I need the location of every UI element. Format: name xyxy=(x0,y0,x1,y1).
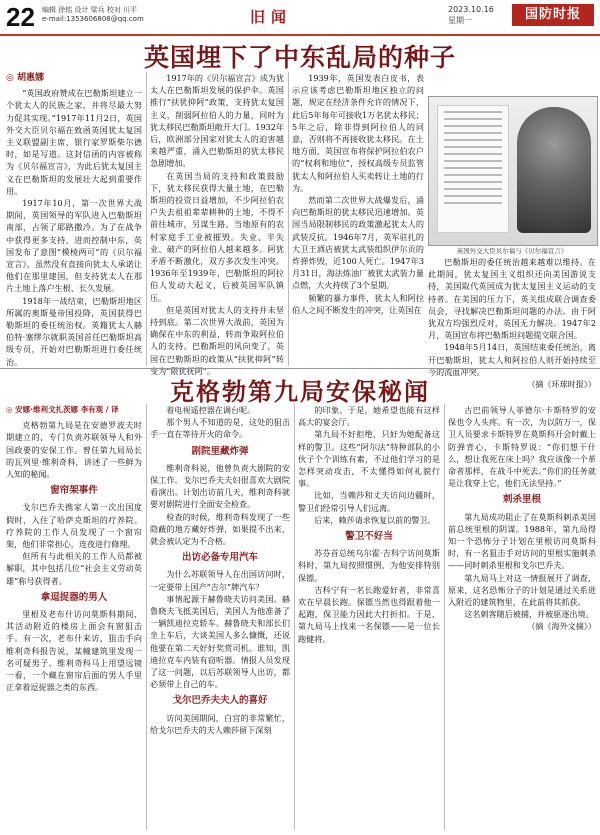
paragraph: 古巴前领导人菲德尔·卡斯特罗的安保也令人头疼。有一次，为以防万一，保卫人员要求卡斯特罗在莫斯科开会时戴上防弹背心，卡斯特罗说：“你们想干什么，想让我死在床上吗？我应该像一个革命者那样，在战斗中死去。”你们的任务就是让我穿上它，他们无法坚持。” xyxy=(448,405,596,489)
editor-email: e-mail:1353606808@qq.com xyxy=(42,15,144,23)
subheading: 警卫不好当 xyxy=(345,531,393,543)
article1-source: （摘《环球时报》） xyxy=(527,379,596,390)
paragraph: 事情起源于赫鲁晓夫访问美国。赫鲁晓夫飞抵美国后，美国人为他准备了一辆凯迪拉克轿车。赫鲁晓夫和部长们坐上车后，大谈美国人多么慷慨，还说他要在第二天好好奖赏司机。谁知，凯迪拉克车内装有窃听器。情报人员发现了这一问题，以后苏联领导人出访，都必须带上自己的车。 xyxy=(150,593,290,690)
paragraph: 着电视遥控器在调台呢。 xyxy=(166,405,256,415)
paragraph: 那个男人不知道的是，这处的狙击手一直在等待开火的命令。 xyxy=(150,417,290,440)
subheading: 刺杀里根 xyxy=(502,494,541,506)
article1-column-4 xyxy=(428,256,596,390)
issue-date xyxy=(448,4,494,26)
article2-column-3 xyxy=(298,404,440,832)
paragraph: 戈尔巴乔夫携家人第一次出国度假时，入住了哈萨克斯坦的疗养院。疗养院的工作人员发现了一个窗帘架，他们非常担心，连夜进行修理。 xyxy=(6,502,142,550)
declaration-letter-image xyxy=(437,105,509,233)
article2-source: （摘《海外文摘》） xyxy=(527,621,596,632)
article1-column-2 xyxy=(150,72,284,376)
paragraph: 检查的时候，维利奇科发现了一些隐蔽的地方藏好炸弹，如果提不出来，就会被认定为不合格。 xyxy=(150,511,290,547)
paragraph: 第九局马上对这一情报展开了调查，原来，这名恐怖分子的计划是通过关系进入附近的建筑物里，在此前将其抓获。 xyxy=(448,572,596,608)
paragraph: 在英国当局的支持和政策鼓励下，犹太移民获得大量土地，在巴勒斯坦的投资日益增加，不少阿拉伯农户失去祖祖辈辈耕种的土地，不得不前往城市，另谋生路。当地原有的农村家庭手工业被摧毁。失业、半失业、破产的阿拉伯人越来越多。阿犹矛盾不断激化，双方多次发生冲突。1936年至1939年，巴勒斯坦的阿拉伯人发动大起义，后被英国军队镇压。 xyxy=(150,170,284,303)
article2-author: ◎ 安娜·维利戈扎茨娜 李有观 / 译 xyxy=(6,405,119,414)
paragraph: 频繁的暴力事件，犹太人和阿拉伯人之间不断发生的冲突，让英国在 xyxy=(292,292,424,315)
paragraph: 后来，赖莎请求恢复以前的警卫。 xyxy=(314,514,436,525)
column-divider xyxy=(294,404,295,830)
column-divider xyxy=(444,404,445,830)
article1-column-3 xyxy=(292,72,424,368)
section-title: 旧闻 xyxy=(250,8,293,26)
paragraph: 1939年，英国发表白皮书，表示应该考虑巴勒斯坦地区独立的问题，规定在经济条件允许的情况下，此后5年每年可接收1万名犹太移民；5年之后，除非得到阿拉伯人的同意，否则将不再接收犹太移民。在土地方面，英国宣布将保护阿拉伯农户的“权利和地位”，授权高级专员监管犹太人和阿拉伯人买卖转让土地的行为。 xyxy=(292,73,424,193)
page-header xyxy=(0,0,600,36)
article2-column-1 xyxy=(6,404,142,832)
article1-headline: 英国埋下了中东乱局的种子 xyxy=(143,43,456,72)
column-divider xyxy=(146,404,147,830)
paragraph: 第九局不好拒绝，只好为她配备这样的警卫。这些“阿尔法”特种部队的小伙子个个训练有素，不过他们学习的是怎样突动攻击，不太懂得如何礼貌行事。 xyxy=(298,429,440,489)
paragraph: 第九局成功阻止了在莫斯科刺杀美国前总统里根的阴谋。1988年，第九局得知一个恐怖分子计划在里根访问莫斯科时，有一名狙击手对访问的里根实施刺杀——同时刺杀里根和戈尔巴乔夫。 xyxy=(448,511,596,571)
column-divider xyxy=(288,72,289,366)
paragraph: 吉科宁有一名长跑爱好者，非常喜欢在早晨长跑。保镖当然也得跟着他一起跑，保卫能力因此大打折扣。于是，第九局马上找来一名保镖——是一位长跑健将。 xyxy=(298,584,440,644)
weekday-text: 星期一 xyxy=(448,16,472,25)
subheading: 戈尔巴乔夫夫人的喜好 xyxy=(172,695,268,707)
paragraph: 这名刺客随后被捕，并被驱逐出境。 xyxy=(464,609,594,620)
photo-caption: 英国外交大臣贝尔福与《贝尔福宣言》 xyxy=(456,247,568,255)
balfour-portrait xyxy=(517,107,591,233)
editor-info xyxy=(42,6,144,24)
paragraph: 为什么苏联领导人在出国访问时，一定要带上国产“吉尔”牌汽车？ xyxy=(150,569,290,592)
date-text: 2023.10.16 xyxy=(448,5,494,14)
paragraph: 的印象。于是，她希望也能有这样高大的宴会厅。 xyxy=(298,405,440,428)
article1-column-1 xyxy=(6,72,142,368)
article2-column-2 xyxy=(150,404,290,832)
subheading: 窗帘架事件 xyxy=(50,485,98,497)
subheading: 拿逗捉器的男人 xyxy=(40,591,108,603)
newspaper-logo: 国防时报 xyxy=(512,4,594,26)
subheading: 出访必备专用汽车 xyxy=(181,552,258,564)
article-divider xyxy=(0,368,600,369)
page-number: 22 xyxy=(6,2,35,32)
balfour-photo xyxy=(428,96,598,246)
paragraph: 里根及老布什访问莫斯科期间，其活动附近的楼房上面会有窗狙击手。有一次，老布什来访，狙击手向维利奇科报告说，某幢建筑里发现一名可疑男子。维利奇科马上用望远镜一看，一个藏在窗帘后面的男人手里正拿着逗捉器之类的东西。 xyxy=(6,609,142,693)
paragraph: 克格勃第九局是在安德罗波夫时期建立的，专门负责苏联领导人和外国政要的安保工作。曾任第九局局长的瓦列里·维利奇科，讲述了一些鲜为人知的秘闻。 xyxy=(6,420,142,480)
paragraph: “英国政府赞成在巴勒斯坦建立一个犹太人的民族之家，并将尽最大努力促其实现。”1917年11月2日，英国外交大臣贝尔福在致函英国犹太复国主义联盟副主席、银行家罗斯柴尔德时，如是写道。这封信函的内容被称为《贝尔福宣言》，为此后犹太复国主义在巴勒斯坦的发展壮大起到重要作用。 xyxy=(6,88,142,196)
paragraph: 1918年一战结束，巴勒斯坦地区所属的奥斯曼帝国投降，英国获得巴勒斯坦的委任统治权。英籍犹太人赫伯特·塞缪尔就职英国首任巴勒斯坦高级专员，开始对巴勒斯坦进行委任统治。 xyxy=(6,295,142,367)
paragraph: 1917年的《贝尔福宣言》成为犹太人在巴勒斯坦发展的保护伞。英国推行“扶犹抑阿”政策，支持犹太复国主义，削弱阿拉伯人的力量，同时为犹太移民巴勒斯坦敞开大门。1932年后，欧洲部分国家对犹太人的迫害越来越严重，涌入巴勒斯坦的犹太移民急剧增加。 xyxy=(150,73,284,169)
paragraph: 比如，当赖莎和丈夫访问边疆时，警卫们经常引导人们远离。 xyxy=(298,490,440,513)
paragraph: 但所有与此相关的工作人员都被解职，其中包括几位“社会主义劳动英雄”称号获得者。 xyxy=(6,551,142,586)
subheading: 剧院里藏炸弹 xyxy=(191,445,249,457)
article2-column-4 xyxy=(448,404,596,832)
paragraph: 巴勒斯坦的委任统治越来越难以维持。在此期间，犹太复国主义组织还向美国游说支持，美国取代英国成为犹太复国主义运动的支持者。在美国的压力下，英关组成联合调查委员会，寻找解决巴勒斯坦问题的办法。由于阿犹双方均强烈反对，英国无力解决。1947年2月，英国宣布将巴勒斯坦问题提交联合国。 xyxy=(428,257,596,341)
article2-headline: 克格勃第九局安保秘闻 xyxy=(170,378,430,406)
paragraph: 1948年5月14日，英国结束委任统治，离开巴勒斯坦，犹太人和阿拉伯人则开始持续至今的流血冲突。 xyxy=(428,342,596,377)
column-divider xyxy=(146,72,147,366)
paragraph: 1917年10月，第一次世界大战期间，英国领导的军队进入巴勒斯坦南部，占领了耶路撒冷。为了在战争中获得更多支持，进而控制中东，英国发布了意图“模棱两可”的《贝尔福宣言》，虽然没有直接向犹太人承诺让他们在那里建国，但支持犹太人在那片土地上落户生根、长久发展。 xyxy=(6,198,142,294)
paragraph: 维利奇科说，他曾负责大剧院的安保工作。戈尔巴乔夫夫妇很喜欢大剧院看演出。计划出访前几天，维利奇科就要对剧院进行全面安全检查。 xyxy=(150,462,290,510)
paragraph: 访问美国期间，白宫的非常繁忙，给戈尔巴乔夫的夫人赖莎留下深刻 xyxy=(150,712,290,735)
article1-author: ◎ 胡惠娜 xyxy=(6,73,44,83)
paragraph: 但是英国对犹太人的支持并未坚持到底。第二次世界大战前，英国为确保在中东的利益，转而争取阿拉伯人的支持。巴勒斯坦的风向变了，英国在巴勒斯坦的政策从“扶犹抑阿”转变为“限犹抚阿”。 xyxy=(150,304,284,376)
editor-line: 编辑 徐铭 设计 梁兵 校对 川平 xyxy=(42,6,138,14)
paragraph: 苏芬首总统乌尔霍·吉科宁访问莫斯科时，第九局按照惯例，为他安排特别保镖。 xyxy=(298,548,440,583)
paragraph: 然而第二次世界大战爆发后，涌向巴勒斯坦的犹太移民迅速增加。英国当局限制移民的政策激起犹太人的武装反抗。1946年7月，英军驻扎的大卫王酒店被犹太武装组织伊尔贡的炸弹炸毁，近100人死亡。1947年3月31日，海法炼油厂被犹太武装力量点燃，大火持续了3个星期。 xyxy=(292,195,424,291)
